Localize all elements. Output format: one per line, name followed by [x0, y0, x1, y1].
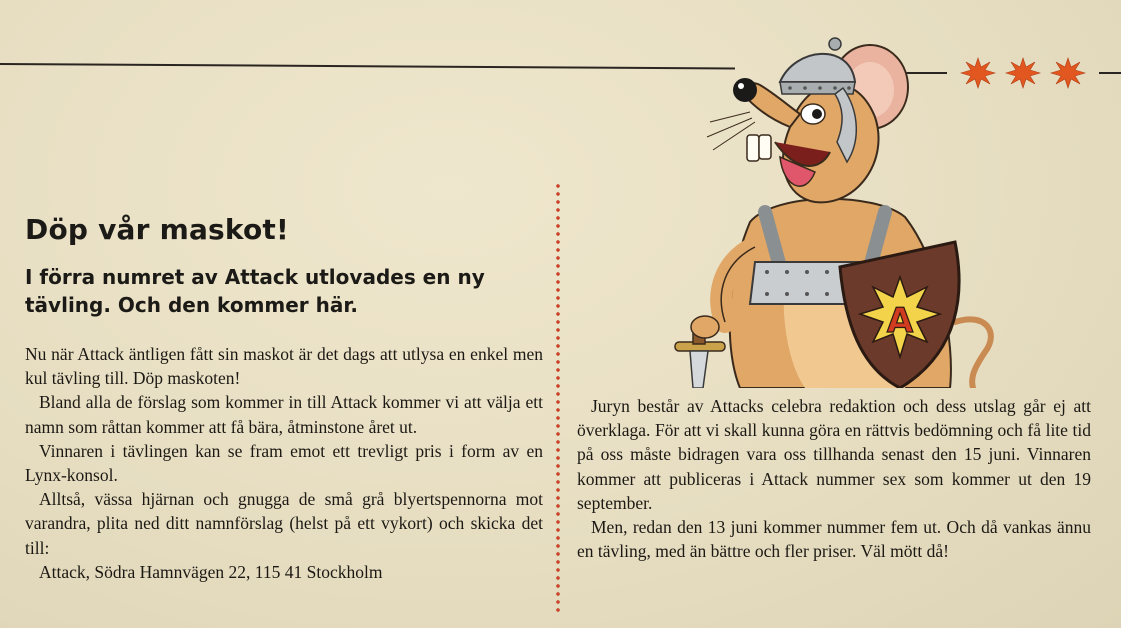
body-paragraph: Nu när Attack äntligen fått sin maskot är det dags att utlysa en enkel men kul tävling till. Döp maskoten!	[25, 344, 543, 389]
body-paragraph: Alltså, vässa hjärnan och gnugga de små grå blyertspennorna mot varandra, plita ned ditt namnförslag (helst på ett vykort) och skicka det till:	[25, 489, 543, 558]
article-subheading: I förra numret av Attack utlovades en ny tävling. Och den kommer här.	[25, 265, 485, 317]
column-divider-dots	[555, 182, 561, 614]
star-icon	[1006, 58, 1040, 88]
header-rule-left	[0, 63, 735, 69]
right-column	[577, 394, 1091, 563]
postal-address: Attack, Södra Hamnvägen 22, 115 41 Stockholm	[39, 561, 383, 582]
rat-mascot-illustration	[655, 22, 1000, 388]
shield-letter: A	[886, 301, 914, 341]
body-paragraph: Juryn består av Attacks celebra redaktion och dess utslag går ej att överklaga. För att vi skall kunna göra en rättvis bedömning och få lite tid på oss måste bidragen vara oss tillhanda senast den 15 juni. Vinnaren kommer att publiceras i Attack nummer sex som kommer ut den 19 september.	[577, 396, 1091, 513]
article-heading: Döp vår maskot!	[25, 213, 289, 246]
body-paragraph: Vinnaren i tävlingen kan se fram emot ett trevligt pris i form av en Lynx-konsol.	[25, 440, 543, 486]
body-paragraph: Bland alla de förslag som kommer in till Attack kommer vi att välja ett namn som råttan kommer att få bära, åtminstone året ut.	[25, 392, 543, 437]
left-column	[25, 342, 543, 584]
body-paragraph: Men, redan den 13 juni kommer nummer fem ut. Och då vankas ännu en tävling, med än bättre och fler priser. Väl mött då!	[577, 517, 1091, 562]
star-icon	[1051, 58, 1085, 88]
header-rule-right-end	[1099, 72, 1121, 74]
